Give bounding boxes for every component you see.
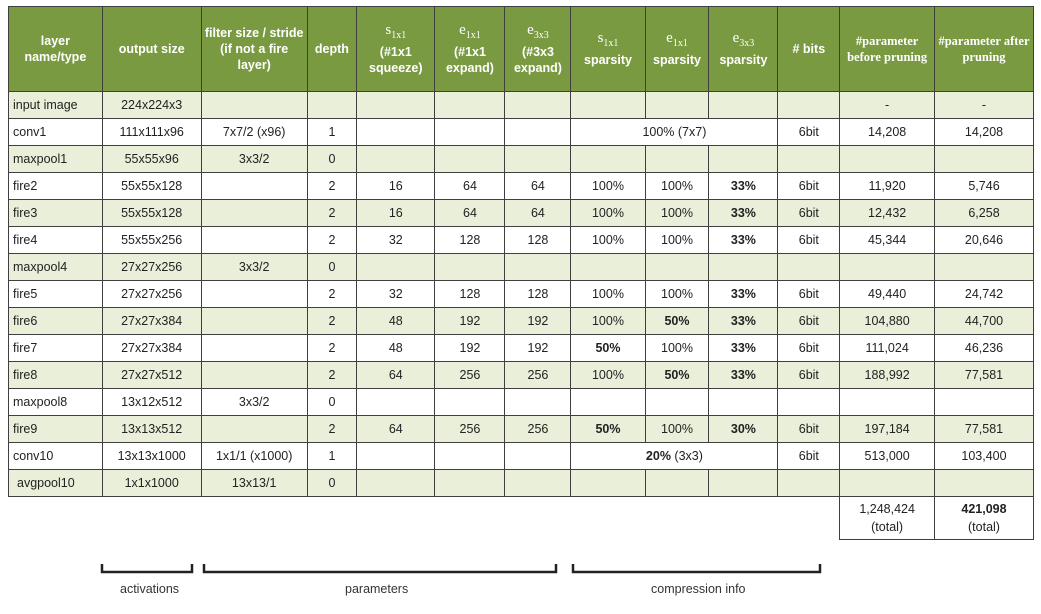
cell-s1x1: 16 — [357, 200, 435, 227]
cell-params-before: 49,440 — [840, 281, 935, 308]
cell-e3x3: 64 — [505, 173, 571, 200]
cell-e1x1-sparsity: 100% — [645, 200, 709, 227]
total-after-value: 421,098 — [961, 502, 1007, 516]
cell-e3x3-sparsity — [709, 146, 778, 173]
cell-s1x1: 32 — [357, 227, 435, 254]
cell-params-after: 77,581 — [935, 362, 1034, 389]
table-row-fire9 — [9, 416, 1034, 443]
parameters-label: parameters — [345, 582, 409, 596]
cell-params-after — [935, 389, 1034, 416]
header-output-size: output size — [102, 7, 201, 92]
cell-e3x3-sparsity: 30% — [709, 416, 778, 443]
cell-e1x1 — [435, 470, 505, 497]
squeezenet-layer-table-wrapper — [8, 6, 1034, 540]
cell-e1x1: 192 — [435, 308, 505, 335]
cell-e3x3-sparsity: 33% — [709, 200, 778, 227]
cell-e3x3-sparsity — [709, 470, 778, 497]
header-row — [9, 7, 1034, 92]
cell-layer-name: conv10 — [9, 443, 103, 470]
cell-e1x1: 64 — [435, 173, 505, 200]
cell-layer-name: fire7 — [9, 335, 103, 362]
cell-params-before — [840, 254, 935, 281]
cell-filter — [201, 200, 307, 227]
cell-bits — [778, 92, 840, 119]
cell-bits: 6bit — [778, 200, 840, 227]
cell-depth: 2 — [307, 173, 356, 200]
cell-layer-name: fire4 — [9, 227, 103, 254]
cell-output-size: 224x224x3 — [102, 92, 201, 119]
cell-depth — [307, 92, 356, 119]
cell-s1x1 — [357, 254, 435, 281]
header-e1x1-desc: (#1x1 expand) — [445, 45, 494, 75]
header-filter-size: filter size / stride (if not a fire layer) — [201, 7, 307, 92]
header-e3x3-sparsity-symbol: $e_{3x3}$ — [732, 30, 755, 49]
cell-e1x1-sparsity: 100% — [645, 227, 709, 254]
cell-e1x1-sparsity: 100% — [645, 335, 709, 362]
cell-output-size: 1x1x1000 — [102, 470, 201, 497]
cell-s1x1-sparsity — [571, 389, 645, 416]
parameters-brace — [204, 564, 556, 572]
cell-filter: 1x1/1 (x1000) — [201, 443, 307, 470]
cell-s1x1-sparsity: 50% — [571, 335, 645, 362]
header-e1x1-symbol: $e_{1x1}$ — [459, 22, 481, 41]
cell-e3x3: 192 — [505, 308, 571, 335]
cell-depth: 2 — [307, 335, 356, 362]
cell-bits — [778, 389, 840, 416]
cell-params-before: - — [840, 92, 935, 119]
cell-bits: 6bit — [778, 335, 840, 362]
header-s1x1-sparsity — [571, 7, 645, 92]
cell-filter: 3x3/2 — [201, 254, 307, 281]
cell-depth: 2 — [307, 200, 356, 227]
cell-e1x1-sparsity: 100% — [645, 173, 709, 200]
cell-e1x1: 256 — [435, 416, 505, 443]
cell-params-before — [840, 470, 935, 497]
cell-bits: 6bit — [778, 362, 840, 389]
cell-bits: 6bit — [778, 281, 840, 308]
cell-layer-name: maxpool8 — [9, 389, 103, 416]
cell-params-after: 14,208 — [935, 119, 1034, 146]
cell-bits: 6bit — [778, 416, 840, 443]
cell-e1x1: 192 — [435, 335, 505, 362]
cell-s1x1-sparsity: 50% — [571, 416, 645, 443]
header-e3x3-sparsity-desc: sparsity — [719, 53, 768, 67]
cell-e3x3: 192 — [505, 335, 571, 362]
cell-output-size: 27x27x384 — [102, 308, 201, 335]
cell-bits — [778, 146, 840, 173]
cell-output-size: 13x12x512 — [102, 389, 201, 416]
cell-params-before: 197,184 — [840, 416, 935, 443]
cell-e3x3 — [505, 443, 571, 470]
compression-info-label: compression info — [651, 582, 746, 596]
cell-e1x1: 256 — [435, 362, 505, 389]
cell-e3x3-sparsity — [709, 92, 778, 119]
header-e1x1-sparsity-desc: sparsity — [653, 53, 701, 67]
table-row-maxpool4 — [9, 254, 1034, 281]
total-before-value: 1,248,424 — [859, 502, 915, 516]
cell-e1x1 — [435, 92, 505, 119]
cell-filter — [201, 227, 307, 254]
cell-depth: 1 — [307, 119, 356, 146]
cell-params-before: 11,920 — [840, 173, 935, 200]
cell-output-size: 13x13x1000 — [102, 443, 201, 470]
cell-layer-name: avgpool10 — [9, 470, 103, 497]
table-row-maxpool1 — [9, 146, 1034, 173]
cell-e1x1-sparsity: 100% — [645, 416, 709, 443]
cell-bits — [778, 254, 840, 281]
cell-e3x3 — [505, 146, 571, 173]
cell-e1x1 — [435, 119, 505, 146]
cell-e3x3: 64 — [505, 200, 571, 227]
cell-params-after: 103,400 — [935, 443, 1034, 470]
cell-depth: 0 — [307, 254, 356, 281]
header-s1x1 — [357, 7, 435, 92]
cell-e1x1 — [435, 254, 505, 281]
cell-output-size: 13x13x512 — [102, 416, 201, 443]
cell-layer-name: conv1 — [9, 119, 103, 146]
cell-layer-name: fire8 — [9, 362, 103, 389]
cell-bits: 6bit — [778, 443, 840, 470]
cell-filter — [201, 362, 307, 389]
cell-params-before: 45,344 — [840, 227, 935, 254]
table-row-input-image — [9, 92, 1034, 119]
cell-output-size: 111x111x96 — [102, 119, 201, 146]
cell-layer-name: fire3 — [9, 200, 103, 227]
table-row-fire3 — [9, 200, 1034, 227]
cell-s1x1-sparsity — [571, 254, 645, 281]
cell-bits: 6bit — [778, 173, 840, 200]
cell-e3x3: 128 — [505, 281, 571, 308]
table-row-fire2 — [9, 173, 1034, 200]
cell-params-after — [935, 470, 1034, 497]
cell-output-size: 27x27x512 — [102, 362, 201, 389]
cell-e1x1-sparsity — [645, 389, 709, 416]
cell-total-after — [935, 497, 1034, 540]
cell-e1x1-sparsity — [645, 254, 709, 281]
cell-layer-name: input image — [9, 92, 103, 119]
header-e3x3-symbol: $e_{3x3}$ — [527, 22, 549, 41]
cell-s1x1 — [357, 119, 435, 146]
cell-filter: 3x3/2 — [201, 146, 307, 173]
cell-s1x1 — [357, 146, 435, 173]
cell-e3x3 — [505, 119, 571, 146]
header-params-before: #parameter before pruning — [840, 7, 935, 92]
table-row-fire5 — [9, 281, 1034, 308]
header-e1x1 — [435, 7, 505, 92]
cell-bits — [778, 470, 840, 497]
table-row-fire4 — [9, 227, 1034, 254]
cell-depth: 2 — [307, 308, 356, 335]
cell-filter: 7x7/2 (x96) — [201, 119, 307, 146]
cell-depth: 2 — [307, 281, 356, 308]
cell-params-before: 104,880 — [840, 308, 935, 335]
cell-e3x3 — [505, 389, 571, 416]
cell-params-before: 12,432 — [840, 200, 935, 227]
cell-e3x3: 256 — [505, 416, 571, 443]
cell-filter: 3x3/2 — [201, 389, 307, 416]
cell-s1x1 — [357, 443, 435, 470]
cell-s1x1: 48 — [357, 335, 435, 362]
cell-depth: 0 — [307, 389, 356, 416]
cell-output-size: 27x27x256 — [102, 254, 201, 281]
header-e3x3 — [505, 7, 571, 92]
header-s1x1-sparsity-desc: sparsity — [584, 53, 632, 67]
cell-params-after: 77,581 — [935, 416, 1034, 443]
cell-s1x1-sparsity: 100% — [571, 200, 645, 227]
cell-depth: 1 — [307, 443, 356, 470]
header-bits: # bits — [778, 7, 840, 92]
header-depth: depth — [307, 7, 356, 92]
cell-layer-name: maxpool1 — [9, 146, 103, 173]
cell-s1x1-sparsity: 100% — [571, 173, 645, 200]
cell-e1x1-sparsity — [645, 470, 709, 497]
cell-s1x1-sparsity: 100% — [571, 308, 645, 335]
header-e3x3-desc: (#3x3 expand) — [513, 45, 562, 75]
cell-params-before: 111,024 — [840, 335, 935, 362]
table-row-conv10 — [9, 443, 1034, 470]
cell-params-before — [840, 146, 935, 173]
activations-label: activations — [120, 582, 180, 596]
cell-output-size: 55x55x128 — [102, 200, 201, 227]
cell-params-after — [935, 146, 1034, 173]
cell-s1x1: 64 — [357, 362, 435, 389]
cell-e3x3-sparsity: 33% — [709, 173, 778, 200]
cell-filter — [201, 173, 307, 200]
cell-output-size: 55x55x96 — [102, 146, 201, 173]
cell-depth: 2 — [307, 227, 356, 254]
cell-layer-name: maxpool4 — [9, 254, 103, 281]
cell-depth: 2 — [307, 362, 356, 389]
cell-e3x3-sparsity: 33% — [709, 308, 778, 335]
cell-s1x1-sparsity — [571, 92, 645, 119]
squeezenet-layer-table — [8, 6, 1034, 540]
sparsity-bold-value: 20% — [645, 449, 671, 463]
cell-layer-name: fire2 — [9, 173, 103, 200]
cell-s1x1: 64 — [357, 416, 435, 443]
table-row-totals — [9, 497, 1034, 540]
cell-params-after: 46,236 — [935, 335, 1034, 362]
totals-spacer — [9, 497, 840, 540]
cell-e3x3-sparsity: 33% — [709, 227, 778, 254]
cell-bits: 6bit — [778, 308, 840, 335]
cell-s1x1 — [357, 470, 435, 497]
table-row-maxpool8 — [9, 389, 1034, 416]
cell-filter: 13x13/1 — [201, 470, 307, 497]
table-row-fire6 — [9, 308, 1034, 335]
cell-params-before: 188,992 — [840, 362, 935, 389]
cell-s1x1 — [357, 389, 435, 416]
cell-s1x1: 32 — [357, 281, 435, 308]
cell-params-before: 14,208 — [840, 119, 935, 146]
cell-e3x3 — [505, 470, 571, 497]
cell-s1x1-sparsity — [571, 146, 645, 173]
cell-e3x3-sparsity — [709, 389, 778, 416]
cell-filter — [201, 92, 307, 119]
cell-e1x1: 64 — [435, 200, 505, 227]
cell-e3x3-sparsity: 33% — [709, 281, 778, 308]
cell-e1x1-sparsity: 50% — [645, 308, 709, 335]
cell-e1x1 — [435, 389, 505, 416]
table-row-avgpool10 — [9, 470, 1034, 497]
cell-e3x3 — [505, 254, 571, 281]
total-after-label: (total) — [968, 520, 1000, 534]
sparsity-kernel: (3x3) — [670, 449, 703, 463]
cell-filter — [201, 308, 307, 335]
cell-params-after: 24,742 — [935, 281, 1034, 308]
cell-s1x1-sparsity: 100% — [571, 281, 645, 308]
cell-params-after: 6,258 — [935, 200, 1034, 227]
header-s1x1-sparsity-symbol: $s_{1x1}$ — [597, 30, 619, 49]
cell-e3x3 — [505, 92, 571, 119]
cell-s1x1-sparsity: 100% — [571, 362, 645, 389]
cell-depth: 0 — [307, 470, 356, 497]
header-s1x1-desc: (#1x1 squeeze) — [369, 45, 423, 75]
cell-params-before: 513,000 — [840, 443, 935, 470]
cell-s1x1-sparsity: 100% — [571, 227, 645, 254]
cell-e1x1: 128 — [435, 227, 505, 254]
cell-s1x1: 48 — [357, 308, 435, 335]
cell-layer-name: fire5 — [9, 281, 103, 308]
cell-output-size: 55x55x256 — [102, 227, 201, 254]
header-s1x1-symbol: $s_{1x1}$ — [385, 22, 407, 41]
cell-s1x1-sparsity — [571, 470, 645, 497]
cell-total-before — [840, 497, 935, 540]
cell-sparsity-merged: 100% (7x7) — [571, 119, 778, 146]
cell-e1x1-sparsity — [645, 92, 709, 119]
cell-layer-name: fire9 — [9, 416, 103, 443]
cell-e3x3-sparsity: 33% — [709, 335, 778, 362]
header-e3x3-sparsity — [709, 7, 778, 92]
cell-e3x3-sparsity — [709, 254, 778, 281]
header-e1x1-sparsity-symbol: $e_{1x1}$ — [666, 30, 688, 49]
cell-e1x1-sparsity: 50% — [645, 362, 709, 389]
total-before-label: (total) — [871, 520, 904, 534]
header-layer: layer name/type — [9, 7, 103, 92]
cell-filter — [201, 335, 307, 362]
header-params-after: #parameter after pruning — [935, 7, 1034, 92]
cell-params-after: - — [935, 92, 1034, 119]
activations-brace — [102, 564, 192, 572]
cell-e3x3: 128 — [505, 227, 571, 254]
table-row-fire7 — [9, 335, 1034, 362]
cell-filter — [201, 281, 307, 308]
cell-e1x1 — [435, 443, 505, 470]
cell-e3x3-sparsity: 33% — [709, 362, 778, 389]
cell-params-after: 20,646 — [935, 227, 1034, 254]
table-row-fire8 — [9, 362, 1034, 389]
compression-brace — [573, 564, 820, 572]
cell-filter — [201, 416, 307, 443]
cell-bits: 6bit — [778, 119, 840, 146]
cell-params-after: 44,700 — [935, 308, 1034, 335]
cell-sparsity-merged — [571, 443, 778, 470]
cell-depth: 2 — [307, 416, 356, 443]
cell-params-after — [935, 254, 1034, 281]
cell-s1x1: 16 — [357, 173, 435, 200]
table-row-conv1 — [9, 119, 1034, 146]
cell-s1x1 — [357, 92, 435, 119]
cell-bits: 6bit — [778, 227, 840, 254]
cell-params-before — [840, 389, 935, 416]
cell-e1x1 — [435, 146, 505, 173]
cell-output-size: 55x55x128 — [102, 173, 201, 200]
cell-params-after: 5,746 — [935, 173, 1034, 200]
cell-e1x1-sparsity — [645, 146, 709, 173]
cell-output-size: 27x27x384 — [102, 335, 201, 362]
cell-e1x1-sparsity: 100% — [645, 281, 709, 308]
cell-layer-name: fire6 — [9, 308, 103, 335]
cell-depth: 0 — [307, 146, 356, 173]
header-e1x1-sparsity — [645, 7, 709, 92]
cell-output-size: 27x27x256 — [102, 281, 201, 308]
cell-e1x1: 128 — [435, 281, 505, 308]
cell-e3x3: 256 — [505, 362, 571, 389]
